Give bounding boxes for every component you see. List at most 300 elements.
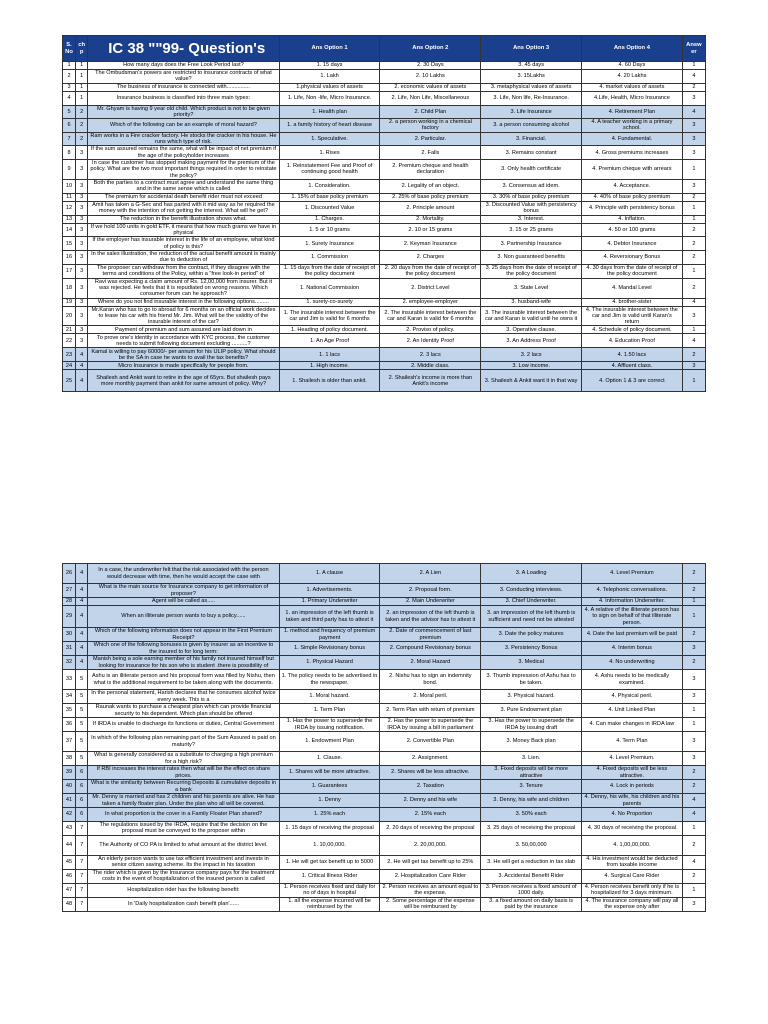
chapter-number: 5 (76, 690, 88, 704)
header-option-3: Ans Option 3 (481, 36, 582, 62)
answer-option-4: 4. Can make changes in IRDA law (582, 718, 683, 732)
answer-option-3: 3. Tenure (481, 780, 582, 794)
question-text: The reduction in the benefit illustration shows what. (88, 215, 279, 223)
question-number: 12 (63, 201, 76, 215)
answer-option-3: 3. Conducting interviews. (481, 584, 582, 598)
answer-option-3: 3. Life, Non life, Re-Insurance. (481, 91, 582, 105)
answer-option-4: 4. Level Premium. (582, 752, 683, 766)
chapter-number: 3 (76, 223, 88, 237)
question-number: 32 (63, 656, 76, 670)
question-text: Ravi was expecting a claim amount of Rs. 12,00,000 from insurer. But it was rejected. He feels that it is repudiated on wrong reasons. Which consumer forum can he approach? (88, 278, 279, 298)
answer-option-2: 2. Shares will be less attractive. (380, 766, 481, 780)
table-row (63, 146, 706, 160)
chapter-number: 1 (76, 62, 88, 70)
correct-answer: 2 (682, 237, 705, 251)
answer-option-1: 1. 15 days (279, 62, 380, 70)
answer-option-3: 3. Medical (481, 656, 582, 670)
answer-option-2: 2. 30 Days (380, 62, 481, 70)
correct-answer: 1 (682, 264, 705, 278)
answer-option-4: 4. Interim bonus (582, 642, 683, 656)
correct-answer: 3 (682, 670, 705, 690)
chapter-number: 4 (76, 598, 88, 606)
answer-option-4: 4. 50 or 100 grams (582, 223, 683, 237)
answer-option-1: 1. Rises (279, 146, 380, 160)
header-option-4: Ans Option 4 (582, 36, 683, 62)
answer-option-3: 3. 25 days of receiving the proposal (481, 822, 582, 836)
answer-option-4: 4. Ashu needs to be medically examined. (582, 670, 683, 690)
answer-option-3: 3. An Address Proof (481, 334, 582, 348)
answer-option-1: 1. Life, Non -life, Micro Insurance. (279, 91, 380, 105)
question-text: Micro Insurance is made specifically for people from. (88, 362, 279, 370)
chapter-number: 3 (76, 193, 88, 201)
table-row (63, 690, 706, 704)
questions-table-2 (62, 563, 706, 912)
question-text: If we hold 100 units in gold ETF, it means that how much grams we have in physical (88, 223, 279, 237)
chapter-number: 3 (76, 334, 88, 348)
answer-option-4: 4. Debtor Insurance (582, 237, 683, 251)
chapter-number: 4 (76, 362, 88, 370)
question-text: In the personal statement, Harish declares that he consumes alcohol twice every week. This is a (88, 690, 279, 704)
answer-option-2: 2. Child Plan (380, 105, 481, 119)
answer-option-1: 1. Denny (279, 794, 380, 808)
answer-option-4: 4. Information Underwriter. (582, 598, 683, 606)
table-row (63, 766, 706, 780)
answer-option-1: 1. Endowment Plan (279, 732, 380, 752)
answer-option-2: 2. Falls (380, 146, 481, 160)
question-number: 46 (63, 869, 76, 883)
answer-option-1: 1. Charges. (279, 215, 380, 223)
answer-option-1: 1. The policy needs to be advertised in the newspaper. (279, 670, 380, 690)
answer-option-2: 2. Moral Hazard (380, 656, 481, 670)
answer-option-2: 2. Principle amount (380, 201, 481, 215)
answer-option-3: 3. He will get a reduction in tax slab (481, 855, 582, 869)
chapter-number: 3 (76, 251, 88, 265)
correct-answer: 1 (682, 718, 705, 732)
chapter-number: 4 (76, 370, 88, 392)
answer-option-2: 2. 15% each (380, 808, 481, 822)
question-number: 3 (63, 83, 76, 91)
answer-option-1: 1. surety-co-surety (279, 298, 380, 306)
question-text: In which of the following plan remaining part of the Sum Assured is paid on maturity? (88, 732, 279, 752)
answer-option-1: 1. 1 lacs (279, 348, 380, 362)
chapter-number: 4 (76, 606, 88, 628)
table-row (63, 223, 706, 237)
answer-option-1: 1. Primary Underwriter (279, 598, 380, 606)
question-number: 24 (63, 362, 76, 370)
question-number: 22 (63, 334, 76, 348)
question-number: 36 (63, 718, 76, 732)
question-text: Insurance business is classified into three main types: (88, 91, 279, 105)
answer-option-4: 4. The insurance company will pay all the expense only after (582, 897, 683, 911)
answer-option-2: 2. Premium cheque and health declaration (380, 159, 481, 179)
answer-option-2: 2. employee-employer (380, 298, 481, 306)
answer-option-2: 2. Date of commencement of last premium (380, 628, 481, 642)
answer-option-4: 4. market values of assets (582, 83, 683, 91)
answer-option-1: 1. Health plan (279, 105, 380, 119)
answer-option-2: 2. Charges (380, 251, 481, 265)
correct-answer: 2 (682, 564, 705, 584)
answer-option-2: 2. The insurable interest between the car and Karan is valid for 6 months (380, 306, 481, 326)
answer-option-1: 1. 15 days of receiving the proposal (279, 822, 380, 836)
answer-option-2: 2. 10 or 15 grams (380, 223, 481, 237)
chapter-number: 5 (76, 752, 88, 766)
correct-answer: 4 (682, 70, 705, 84)
answer-option-3: 3. Physical hazard. (481, 690, 582, 704)
answer-option-2: 2. 10 Lakhs (380, 70, 481, 84)
correct-answer: 3 (682, 732, 705, 752)
answer-option-3: 3. Life Insurance (481, 105, 582, 119)
answer-option-3: 3. 15Lakhs (481, 70, 582, 84)
question-number: 31 (63, 642, 76, 656)
chapter-number: 3 (76, 278, 88, 298)
question-text: The rider which is given by the Insurance company pays for the treatment costs in the event of hospitalization of the insured person is called (88, 869, 279, 883)
answer-option-2: 2. District Level (380, 278, 481, 298)
chapter-number: 2 (76, 132, 88, 146)
question-text: In a case, the underwriter felt that the risk associated with the person would decrease with time, then he would accept the case with (88, 564, 279, 584)
answer-option-1: 1. Shares will be more attractive. (279, 766, 380, 780)
question-text: Amit has taken a G-Sec and has parted with it mid way as he required the money with the intention of not getting the interest. What will he get? (88, 201, 279, 215)
table-row (63, 855, 706, 869)
answer-option-1: 1. Advertisements. (279, 584, 380, 598)
question-number: 38 (63, 752, 76, 766)
question-text: Ram works in a Fire cracker factory. He stocks the cracker in his house. He runs which type of risk. (88, 132, 279, 146)
table-row (63, 732, 706, 752)
question-number: 8 (63, 146, 76, 160)
answer-option-3: 3. Thumb impression of Ashu has to be taken. (481, 670, 582, 690)
question-text: Mr.Karan who has to go to abroad for 6 months on an official work decides to lease his car with his friend Mr. Jim. What will be the validity of the insurable interest of the car? (88, 306, 279, 326)
question-number: 37 (63, 732, 76, 752)
question-number: 15 (63, 237, 76, 251)
question-text: Shailesh and Ankit want to retire in the age of 65yrs. But shailesh pays more monthly payment than ankit for same amount of policy. Why? (88, 370, 279, 392)
answer-option-3: 3. an impression of the left thumb is sufficient and need not be attested (481, 606, 582, 628)
question-text: Which of the following can be an example of moral hazard? (88, 119, 279, 133)
question-number: 35 (63, 704, 76, 718)
correct-answer: 3 (682, 362, 705, 370)
answer-option-4: 4. Fixed deposits will be less attractive. (582, 766, 683, 780)
chapter-number: 4 (76, 628, 88, 642)
chapter-number: 2 (76, 105, 88, 119)
answer-option-4: 4. Principle with persistency bonus (582, 201, 683, 215)
answer-option-3: 3. Has the power to supersede the IRDA by issuing draft (481, 718, 582, 732)
answer-option-2: 2. an impression of the left thumb is taken and the advisor has to attest it (380, 606, 481, 628)
table-row (63, 105, 706, 119)
answer-option-4: 4. Mandal Level (582, 278, 683, 298)
question-number: 19 (63, 298, 76, 306)
correct-answer: 2 (682, 278, 705, 298)
header-option-2: Ans Option 2 (380, 36, 481, 62)
table-row (63, 132, 706, 146)
chapter-number: 7 (76, 897, 88, 911)
answer-option-1: 1. a family history of heart disease (279, 119, 380, 133)
answer-option-2: 2. Keyman Insurance (380, 237, 481, 251)
table-row (63, 642, 706, 656)
answer-option-3: 3. Chief Underwriter. (481, 598, 582, 606)
answer-option-2: 2. Mortality. (380, 215, 481, 223)
answer-option-4: 4. Inflation. (582, 215, 683, 223)
chapter-number: 3 (76, 237, 88, 251)
table-row (63, 606, 706, 628)
answer-option-4: 4. 30 days from the date of receipt of the policy document (582, 264, 683, 278)
answer-option-4: 4. Fundamental. (582, 132, 683, 146)
question-number: 25 (63, 370, 76, 392)
correct-answer: 2 (682, 766, 705, 780)
answer-option-4: 4. Premium cheque with arrears (582, 159, 683, 179)
answer-option-3: 3. Only health certificate (481, 159, 582, 179)
answer-option-3: 3. The insurable interest between the car and Karan is valid until he owns it (481, 306, 582, 326)
table-row (63, 159, 706, 179)
answer-option-1: 1.physical values of assets (279, 83, 380, 91)
answer-option-3: 3. 30% of base policy premium (481, 193, 582, 201)
question-number: 43 (63, 822, 76, 836)
answer-option-3: 3. metaphysical values of assets (481, 83, 582, 91)
answer-option-4: 4. His investment would be deducted from taxable income (582, 855, 683, 869)
answer-option-1: 1. Surety Insurance (279, 237, 380, 251)
table-row (63, 62, 706, 70)
question-text: The business of insurance is connected with............... (88, 83, 279, 91)
chapter-number: 6 (76, 766, 88, 780)
table-row (63, 334, 706, 348)
table-row (63, 835, 706, 855)
answer-option-4: 4. A relative of the illiterate person has to sign on behalf of that illiterate person. (582, 606, 683, 628)
question-text: If IRDA is unable to discharge its functions or duties, Central Government (88, 718, 279, 732)
answer-option-1: 1. Lakh (279, 70, 380, 84)
table-row (63, 215, 706, 223)
question-number: 10 (63, 179, 76, 193)
question-text: Which one of the following bonuses is given by insurer as an incentive to the insured to for long term: (88, 642, 279, 656)
table-row (63, 598, 706, 606)
answer-option-3: 3. Pure Endowment plan (481, 704, 582, 718)
answer-option-2: 2. Particular. (380, 132, 481, 146)
answer-option-2: 2. Taxation (380, 780, 481, 794)
chapter-number: 7 (76, 822, 88, 836)
question-number: 34 (63, 690, 76, 704)
chapter-number: 2 (76, 119, 88, 133)
answer-option-4: 4. A teacher working in a primary school. (582, 119, 683, 133)
correct-answer: 3 (682, 146, 705, 160)
question-text: If RBI increases the interest rates then what will be the effect on share prices. (88, 766, 279, 780)
answer-option-1: 1. Has the power to supersede the IRDA by issuing notification. (279, 718, 380, 732)
question-number: 30 (63, 628, 76, 642)
answer-option-4: 4. 30 days of receiving the proposal (582, 822, 683, 836)
answer-option-1: 1. an impression of the left thumb is taken and third party has to attest it (279, 606, 380, 628)
question-text: Mr. Ghyam is having 9 year old child. Which product is not to be given priority? (88, 105, 279, 119)
question-number: 28 (63, 598, 76, 606)
table-row (63, 193, 706, 201)
answer-option-3: 3. Operative clause. (481, 326, 582, 334)
answer-option-2: 2. Assignment. (380, 752, 481, 766)
question-number: 41 (63, 794, 76, 808)
question-number: 23 (63, 348, 76, 362)
correct-answer: 4 (682, 794, 705, 808)
answer-option-1: 1. An Age Proof (279, 334, 380, 348)
correct-answer: 3 (682, 752, 705, 766)
question-number: 48 (63, 897, 76, 911)
question-text: The Ombudsman's powers are restricted to insurance contracts of what value? (88, 70, 279, 84)
answer-option-3: 3. Denny, his wife and children (481, 794, 582, 808)
table-row (63, 670, 706, 690)
answer-option-1: 1. 25% each (279, 808, 380, 822)
answer-option-4: 4. Affluent class. (582, 362, 683, 370)
correct-answer: 1 (682, 822, 705, 836)
chapter-number: 7 (76, 883, 88, 897)
question-text: Manish being a sole earning member of his family not insured himself but looking for insurance for his son who is student .there is possibility of (88, 656, 279, 670)
correct-answer: 1 (682, 704, 705, 718)
question-number: 21 (63, 326, 76, 334)
chapter-number: 3 (76, 179, 88, 193)
question-number: 18 (63, 278, 76, 298)
answer-option-4: 4. brother-sister (582, 298, 683, 306)
correct-answer: 1 (682, 326, 705, 334)
question-text: What is the main source for Insurance company to get information of proposer? (88, 584, 279, 598)
correct-answer: 2 (682, 83, 705, 91)
correct-answer: 3 (682, 179, 705, 193)
answer-option-4: 4. No underwriting (582, 656, 683, 670)
header-chp: chp (76, 36, 88, 62)
answer-option-1: 1. Person receives fixed and daily for no of days in hospital (279, 883, 380, 897)
answer-option-2: 2. 20,00,000. (380, 835, 481, 855)
answer-option-1: 1. all the expense incurred will be reimbursed by the (279, 897, 380, 911)
answer-option-3: 3. Money Back plan (481, 732, 582, 752)
question-number: 20 (63, 306, 76, 326)
questions-table-1 (62, 35, 706, 392)
answer-option-2: 2. He will get tax benefit up to 25% (380, 855, 481, 869)
table-row (63, 822, 706, 836)
chapter-number: 3 (76, 201, 88, 215)
chapter-number: 6 (76, 808, 88, 822)
chapter-number: 4 (76, 584, 88, 598)
table-row (63, 278, 706, 298)
answer-option-4: 4. Lock in periods (582, 780, 683, 794)
question-number: 27 (63, 584, 76, 598)
question-text: The premium for accidental death benefit rider must not exceed (88, 193, 279, 201)
question-text: Which of the following information does not appear in the First Premium Receipt? (88, 628, 279, 642)
correct-answer: 4 (682, 334, 705, 348)
question-text: In 'Daily hospitalization cash benefit plan'...... (88, 897, 279, 911)
table-row (63, 718, 706, 732)
answer-option-2: 2. Some percentage of the expense will be reimbursed by (380, 897, 481, 911)
answer-option-4: 4. 1.50 lacs (582, 348, 683, 362)
answer-option-1: 1. Term Plan (279, 704, 380, 718)
question-text: The proposer can withdraw from the contract, if they disagree with the terms and conditions of the Policy, within a "free look-in period" of (88, 264, 279, 278)
correct-answer: 3 (682, 306, 705, 326)
correct-answer: 2 (682, 193, 705, 201)
chapter-number: 4 (76, 656, 88, 670)
table-row (63, 348, 706, 362)
chapter-number: 6 (76, 794, 88, 808)
table-row (63, 883, 706, 897)
document-title: IC 38 ""99- Question's (88, 36, 279, 62)
correct-answer: 2 (682, 835, 705, 855)
chapter-number: 7 (76, 835, 88, 855)
answer-option-4: 4. Telephonic conversations. (582, 584, 683, 598)
chapter-number: 7 (76, 869, 88, 883)
chapter-number: 3 (76, 264, 88, 278)
table-row (63, 179, 706, 193)
answer-option-1: 1. Physical Hazard (279, 656, 380, 670)
correct-answer: 2 (682, 628, 705, 642)
question-number: 39 (63, 766, 76, 780)
table-row (63, 794, 706, 808)
answer-option-2: 2. Moral peril. (380, 690, 481, 704)
answer-option-1: 1. method and frequency of premium payment (279, 628, 380, 642)
question-number: 4 (63, 91, 76, 105)
question-text: Ashu is an illiterate person and his proposal form was filled by Nishu, then what is the additional requirement to be taken along with the documents. (88, 670, 279, 690)
answer-option-1: 1. Simple Revisionary bonus (279, 642, 380, 656)
question-text: Mr. Denny is married and has 2 children and his parents are alive. He has taken a family floater plan. Under the plan who all will be covered. (88, 794, 279, 808)
chapter-number: 3 (76, 146, 88, 160)
question-number: 40 (63, 780, 76, 794)
question-number: 5 (63, 105, 76, 119)
correct-answer: 4 (682, 298, 705, 306)
answer-option-2: 2. Term Plan with return of premium (380, 704, 481, 718)
table-row (63, 306, 706, 326)
answer-option-3: 3. State Level (481, 278, 582, 298)
answer-option-2: 2. Nishu has to sign an indemnity bond. (380, 670, 481, 690)
answer-option-3: 3. husband-wife (481, 298, 582, 306)
answer-option-1: 1. 5 or 10 grams (279, 223, 380, 237)
answer-option-1: 1. Guarantees (279, 780, 380, 794)
table-row (63, 869, 706, 883)
correct-answer: 4 (682, 855, 705, 869)
answer-option-1: 1. 15% of base policy premium (279, 193, 380, 201)
chapter-number: 7 (76, 855, 88, 869)
table-header-row (63, 36, 706, 62)
answer-option-4: 4.Life, Health, Micro Insurance (582, 91, 683, 105)
header-option-1: Ans Option 1 (279, 36, 380, 62)
table-row (63, 119, 706, 133)
answer-option-3: 3. Person receives a fixed amount of 1000 daily. (481, 883, 582, 897)
answer-option-3: 3. 25 days from the date of receipt of the policy document (481, 264, 582, 278)
answer-option-4: 4. No Proportion (582, 808, 683, 822)
question-number: 45 (63, 855, 76, 869)
answer-option-3: 3. 45 days (481, 62, 582, 70)
chapter-number: 5 (76, 670, 88, 690)
question-text: Hospitalization rider has the following benefit: (88, 883, 279, 897)
answer-option-1: 1. Speculative. (279, 132, 380, 146)
question-text: When an illiterate person wants to buy a policy...... (88, 606, 279, 628)
question-text: An elderly person wants to use tax efficient investment and invests in senior citizen saving scheme. Its the impact in his taxation (88, 855, 279, 869)
question-text: What is the similarity between Recurring Deposits & cumulative deposits in a bank (88, 780, 279, 794)
answer-option-2: 2. economic values of assets (380, 83, 481, 91)
question-text: Where do you not find insurable interest in the following options......... (88, 298, 279, 306)
answer-option-3: 3. Lien. (481, 752, 582, 766)
correct-answer: 3 (682, 690, 705, 704)
answer-option-2: 2. Denny and his wife (380, 794, 481, 808)
answer-option-2: 2. Person receives an amount equal to the expense. (380, 883, 481, 897)
answer-option-3: 3. 50% each (481, 808, 582, 822)
header-sno: S.No (63, 36, 76, 62)
answer-option-1: 1. Discounted Value (279, 201, 380, 215)
answer-option-1: 1. Moral hazard. (279, 690, 380, 704)
chapter-number: 5 (76, 704, 88, 718)
answer-option-2: 2. An Identity Proof (380, 334, 481, 348)
answer-option-3: 3. Low income. (481, 362, 582, 370)
chapter-number: 1 (76, 70, 88, 84)
table-row (63, 628, 706, 642)
answer-option-2: 2. Middle class. (380, 362, 481, 370)
answer-option-3: 3. Interest. (481, 215, 582, 223)
answer-option-2: 2. Proposal form. (380, 584, 481, 598)
answer-option-1: 1. 15 days from the date of receipt of the policy document (279, 264, 380, 278)
correct-answer: 2 (682, 251, 705, 265)
table-row (63, 780, 706, 794)
correct-answer: 1 (682, 883, 705, 897)
question-number: 6 (63, 119, 76, 133)
table-row (63, 298, 706, 306)
answer-option-4: 4. Education Proof (582, 334, 683, 348)
answer-option-3: 3. Remains constant (481, 146, 582, 160)
answer-option-3: 3. Persistency Bonus (481, 642, 582, 656)
